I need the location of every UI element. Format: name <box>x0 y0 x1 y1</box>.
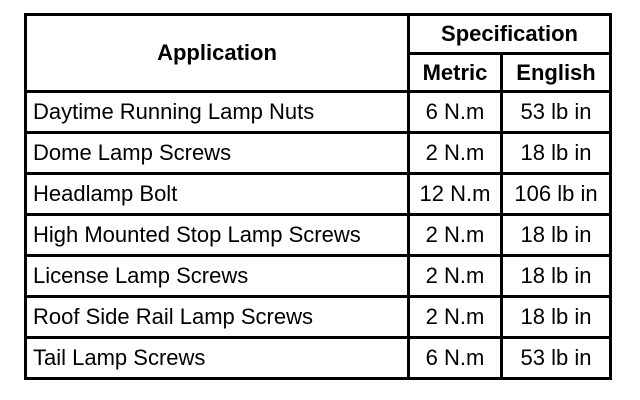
metric-cell: 12 N.m <box>409 174 502 215</box>
application-cell: License Lamp Screws <box>26 256 409 297</box>
table-row <box>26 297 611 338</box>
table-row <box>26 256 611 297</box>
table-row <box>26 215 611 256</box>
english-cell: 18 lb in <box>502 256 611 297</box>
metric-cell: 6 N.m <box>409 92 502 133</box>
fastener-spec-table <box>24 13 612 380</box>
english-cell: 18 lb in <box>502 297 611 338</box>
specification-column-header: Specification <box>409 15 611 54</box>
application-cell: Tail Lamp Screws <box>26 338 409 379</box>
table-row <box>26 92 611 133</box>
metric-cell: 2 N.m <box>409 133 502 174</box>
table-row <box>26 174 611 215</box>
english-cell: 53 lb in <box>502 338 611 379</box>
metric-cell: 2 N.m <box>409 256 502 297</box>
application-column-header: Application <box>26 15 409 92</box>
english-cell: 53 lb in <box>502 92 611 133</box>
metric-cell: 2 N.m <box>409 215 502 256</box>
metric-cell: 2 N.m <box>409 297 502 338</box>
english-cell: 106 lb in <box>502 174 611 215</box>
table-header-row <box>26 15 611 54</box>
application-cell: Roof Side Rail Lamp Screws <box>26 297 409 338</box>
table-row <box>26 338 611 379</box>
application-cell: High Mounted Stop Lamp Screws <box>26 215 409 256</box>
table-row <box>26 133 611 174</box>
english-cell: 18 lb in <box>502 133 611 174</box>
application-cell: Dome Lamp Screws <box>26 133 409 174</box>
application-cell: Headlamp Bolt <box>26 174 409 215</box>
application-cell: Daytime Running Lamp Nuts <box>26 92 409 133</box>
english-column-header: English <box>502 54 611 92</box>
metric-cell: 6 N.m <box>409 338 502 379</box>
english-cell: 18 lb in <box>502 215 611 256</box>
metric-column-header: Metric <box>409 54 502 92</box>
